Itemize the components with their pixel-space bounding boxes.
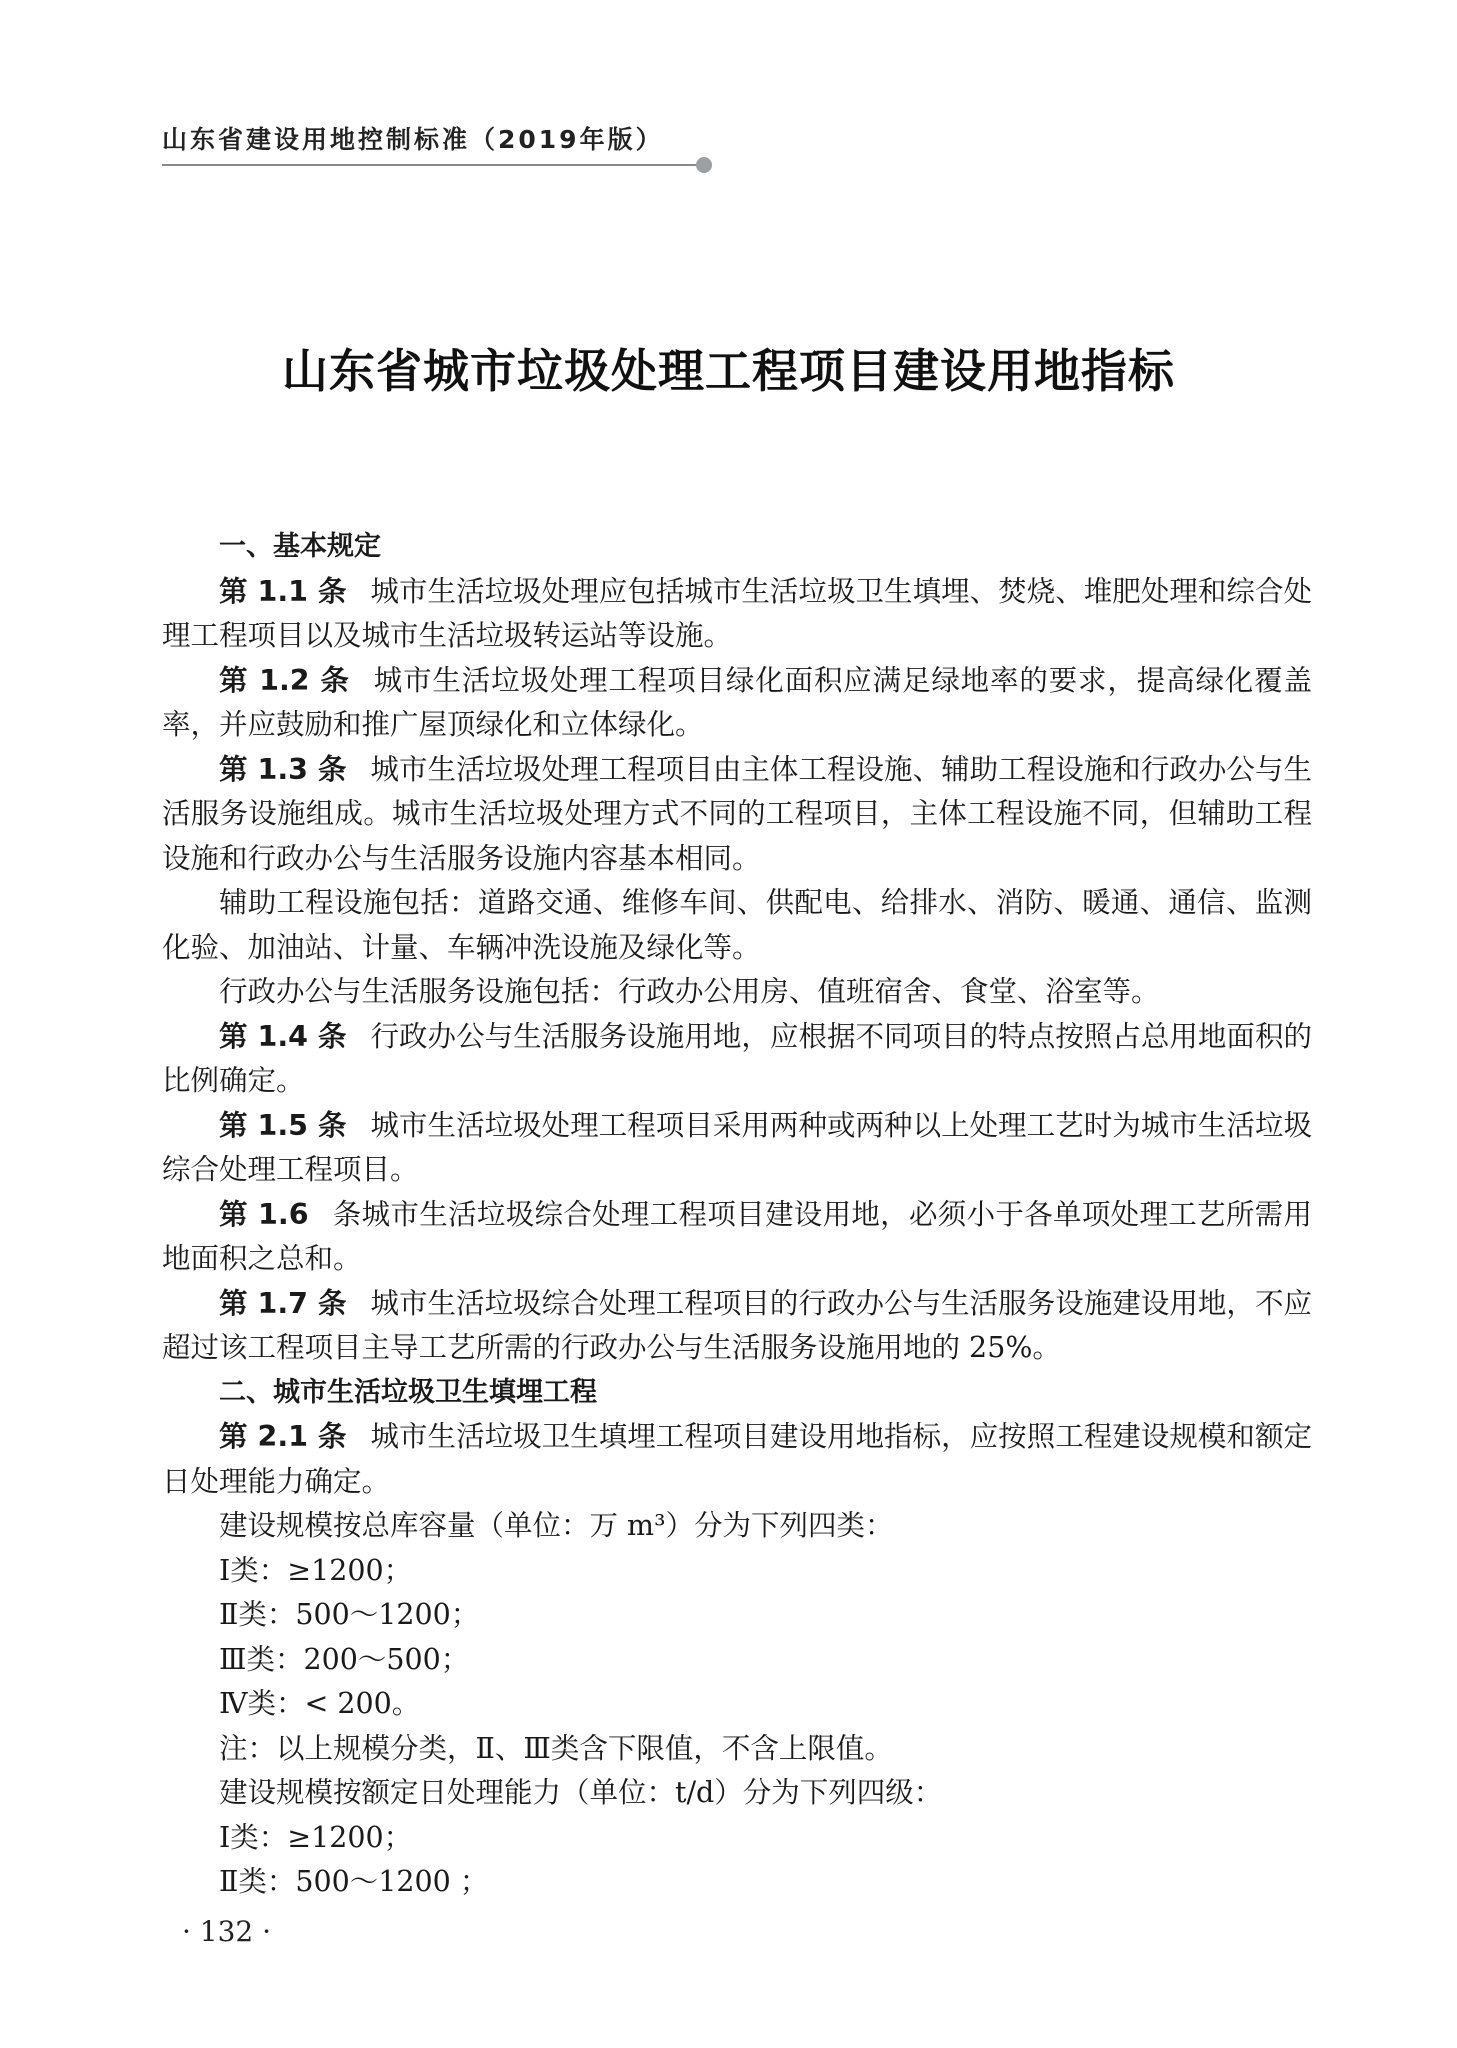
article-label: 第 1.3 条 — [219, 752, 347, 786]
article-paragraph — [162, 1193, 1312, 1282]
page-number: · 132 · — [182, 1915, 272, 1948]
header-dot — [696, 157, 712, 173]
article-paragraph — [162, 1415, 1312, 1504]
header-rule — [162, 164, 702, 166]
article-label: 第 1.5 条 — [219, 1108, 347, 1142]
article-paragraph — [162, 1104, 1312, 1193]
body-paragraph: Ⅳ类：< 200。 — [219, 1687, 421, 1720]
article-paragraph — [162, 570, 1312, 659]
section-heading: 二、城市生活垃圾卫生填埋工程 — [219, 1376, 597, 1408]
body-paragraph: 建设规模按总库容量（单位：万 m³）分为下列四类： — [219, 1509, 894, 1542]
article-text: 行政办公与生活服务设施用地，应根据不同项目的特点按照占总用地面积的比例确定。 — [162, 1019, 1312, 1097]
article-text: 城市生活垃圾综合处理工程项目的行政办公与生活服务设施建设用地，不应超过该工程项目主导工艺所需的行政办公与生活服务设施用地的 25%。 — [162, 1286, 1312, 1364]
article-text: 城市生活垃圾处理应包括城市生活垃圾卫生填埋、焚烧、堆肥处理和综合处理工程项目以及城市生活垃圾转运站等设施。 — [162, 574, 1312, 652]
document-title: 山东省城市垃圾处理工程项目建设用地指标 — [282, 344, 1175, 398]
article-paragraph — [162, 1282, 1312, 1371]
section-heading: 一、基本规定 — [219, 531, 381, 562]
body-paragraph: Ⅰ类：≥1200； — [219, 1820, 413, 1854]
body-paragraph: 建设规模按额定日处理能力（单位：t/d）分为下列四级： — [219, 1776, 943, 1809]
body-paragraph: Ⅲ类：200～500； — [219, 1642, 470, 1676]
article-text: 条城市生活垃圾综合处理工程项目建设用地，必须小于各单项处理工艺所需用地面积之总和。 — [162, 1197, 1312, 1275]
body-text — [162, 525, 1312, 1905]
body-paragraph: Ⅱ类：500～1200； — [219, 1598, 480, 1631]
article-label: 第 1.6 — [219, 1197, 309, 1231]
body-paragraph: Ⅱ类：500～1200 ； — [219, 1865, 489, 1898]
article-paragraph — [162, 748, 1312, 882]
body-paragraph: 注：以上规模分类，Ⅱ、Ⅲ类含下限值，不含上限值。 — [219, 1731, 893, 1765]
article-paragraph — [162, 1015, 1312, 1104]
article-label: 第 1.7 条 — [219, 1286, 347, 1320]
article-label: 第 1.1 条 — [219, 574, 347, 608]
article-text: 城市生活垃圾卫生填埋工程项目建设用地指标，应按照工程建设规模和额定日处理能力确定。 — [162, 1420, 1312, 1498]
article-label: 第 1.4 条 — [219, 1019, 347, 1053]
article-label: 第 2.1 条 — [219, 1420, 347, 1453]
article-text: 城市生活垃圾处理工程项目由主体工程设施、辅助工程设施和行政办公与生活服务设施组成。城市生活垃圾处理方式不同的工程项目，主体工程设施不同，但辅助工程设施和行政办公与生活服务设施内容基本相同。 — [162, 752, 1312, 875]
body-paragraph: 行政办公与生活服务设施包括：行政办公用房、值班宿舍、食堂、浴室等。 — [219, 975, 1160, 1008]
article-text: 城市生活垃圾处理工程项目采用两种或两种以上处理工艺时为城市生活垃圾综合处理工程项目。 — [162, 1108, 1312, 1186]
body-paragraph: 辅助工程设施包括：道路交通、维修车间、供配电、给排水、消防、暖通、通信、监测化验、加油站、计量、车辆冲洗设施及绿化等。 — [162, 886, 1312, 964]
article-text: 城市生活垃圾处理工程项目绿化面积应满足绿地率的要求，提高绿化覆盖率，并应鼓励和推广屋顶绿化和立体绿化。 — [162, 663, 1312, 741]
article-paragraph — [162, 659, 1312, 748]
running-header: 山东省建设用地控制标准（2019年版） — [162, 125, 664, 154]
body-paragraph: Ⅰ类：≥1200； — [219, 1553, 413, 1587]
article-label: 第 1.2 条 — [219, 663, 350, 697]
